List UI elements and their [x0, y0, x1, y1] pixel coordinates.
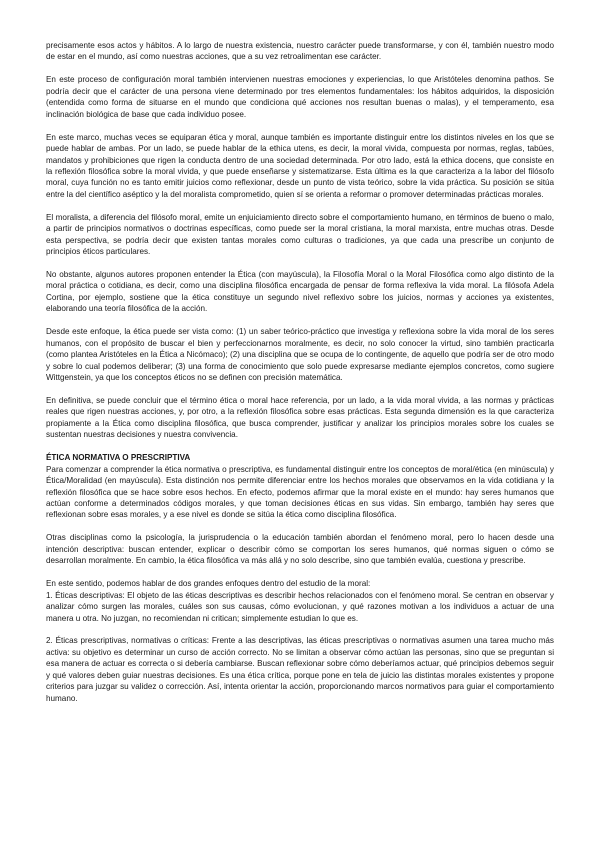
list-item-prescriptivas: 2. Éticas prescriptivas, normativas o críticas: Frente a las descriptivas, las éticas prescriptivas o normativas asumen una tarea mucho más activa: su objetivo es determinar un curso de acción correcto. No se limitan a observar cómo actúan las personas, sino que se preguntan si esa manera de actuar es correcta o si debería cambiarse. Buscan reflexionar sobre cómo deberíamos actuar, qué principios debemos seguir y qué valores deben guiar nuestras decisiones. Es una ética crítica, porque pone en tela de juicio las distintas morales existentes y propone criterios para juzgar su validez o corrección. Así, intenta orientar la acción, proporcionando marcos normativos para guiar el comportamiento humano.: [46, 636, 554, 703]
list-item-descriptivas: 1. Éticas descriptivas: El objeto de las éticas descriptivas es describir hechos relacionados con el fenómeno moral. Se centran en observar y analizar cómo surgen las morales, cuáles son sus causas, cómo evolucionan, y qué razones motivan a los individuos a actuar de una manera u otra. No juzgan, no recomiendan ni critican; simplemente estudian lo que es.: [46, 590, 554, 623]
paragraph-ethica-utens-docens: En este marco, muchas veces se equiparan ética y moral, aunque también es importante distinguir entre los distintos niveles en los que se puede hablar de ambas. Por un lado, se puede hablar de la ethica utens, es decir, la moral vivida, compuesta por normas, reglas, tabúes, mandatos y prohibiciones que rigen la conducta dentro de una sociedad determinada. Por otro lado, está la ethica docens, que consiste en la reflexión filosófica sobre la moral vivida, y que puede enseñarse y sistematizarse. Esta última es la que caracteriza a la labor del filósofo moral, cuya función no es tanto emitir juicios como reflexionar, desde un punto de vista teórico, sobre la vida práctica. Su posición se sitúa entre la del científico aséptico y la del moralista comprometido, quien sí se orienta a reformar o promover determinadas prácticas morales.: [46, 132, 554, 199]
list-intro: En este sentido, podemos hablar de dos grandes enfoques dentro del estudio de la moral:: [46, 579, 371, 589]
document-page: [46, 40, 554, 716]
paragraph-pathos: En este proceso de configuración moral también intervienen nuestras emociones y experiencias, lo que Aristóteles denomina pathos. Se podría decir que el carácter de una persona viene determinado por tres elementos fundamentales: los hábitos adquiridos, la disposición (entendida como forma de situarse en el mundo que condiciona qué acciones nos resultan buenas o malas), y el temperamento, esa inclinación biológica de base que cada individuo posee.: [46, 75, 554, 119]
section-title: ÉTICA NORMATIVA O PRESCRIPTIVA: [46, 453, 191, 463]
paragraph-adela-cortina: No obstante, algunos autores proponen entender la Ética (con mayúscula), la Filosofía Moral o la Moral Filosófica como algo distinto de la moral práctica o cotidiana, es decir, como una disciplina filosófica encargada de pensar de forma reflexiva la vida moral. La filósofa Adela Cortina, por ejemplo, sostiene que la ética constituye un segundo nivel reflexivo sobre los juicios, normas y acciones ya existentes, elaborando una teoría filosófica de la acción.: [46, 270, 554, 314]
paragraph-conclusion: En definitiva, se puede concluir que el término ética o moral hace referencia, por un lado, a la vida moral vivida, a las normas y prácticas reales que rigen nuestras acciones, y, por otro, a la reflexión filosófica sobre esas prácticas. Esta segunda dimensión es la que caracteriza propiamente a la Ética como disciplina filosófica, que busca comprender, justificar y analizar los principios morales sobre los cuales se sustentan nuestras decisiones y nuestra convivencia.: [46, 395, 554, 440]
paragraph-normativa-intro: Para comenzar a comprender la ética normativa o prescriptiva, es fundamental distinguir entre los conceptos de moral/ética (en minúscula) y Ética/Moralidad (en mayúscula). Esta distinción nos permite diferenciar entre los hechos morales que observamos en la vida cotidiana y la reflexión filosófica que se hace sobre esos hechos. En efecto, podemos afirmar que la moral existe en el mundo: hay seres humanos que actúan conforme a determinados códigos morales, y que toman decisiones éticas en sus vidas. Sin embargo, también hay seres que reflexionan sobre esas morales, y a ese nivel es donde se sitúa la ética como disciplina filosófica.: [46, 464, 554, 520]
paragraph-enfoque-etica: Desde este enfoque, la ética puede ser vista como: (1) un saber teórico-práctico que investiga y reflexiona sobre la vida moral de los seres humanos, con el propósito de buscar el bien y perfeccionarnos moralmente, es decir, no solo conocer la virtud, sino también practicarla (como plantea Aristóteles en la Ética a Nicómaco); (2) una disciplina que se ocupa de lo contingente, de aquello que podría ser de otro modo y sobre lo cual podemos deliberar; (3) una forma de conocimiento que solo puede expresarse mediante ejemplos concretos, como sugiere Wittgenstein, ya que los conceptos éticos no se definen con precisión matemática.: [46, 327, 554, 383]
paragraph-otras-disciplinas: Otras disciplinas como la psicología, la jurisprudencia o la educación también abordan el fenómeno moral, pero lo hacen desde una intención descriptiva: buscan entender, explicar o describir cómo se comportan los seres humanos, qué normas siguen o cómo se desarrollan moralmente. En cambio, la ética filosófica va más allá y no solo describe, sino que también evalúa, cuestiona y prescribe.: [46, 533, 554, 566]
paragraph-moralista: El moralista, a diferencia del filósofo moral, emite un enjuiciamiento directo sobre el comportamiento humano, en términos de bueno o malo, a partir de principios normativos o doctrinas específicas, como puede ser la moral cristiana, la moral marxista, entre muchas otras. Desde esta perspectiva, se podría decir que existen tantas morales como culturas o tradiciones, ya que cada una prescribe un conjunto de principios éticos particulares.: [46, 212, 554, 257]
paragraph-continuation: precisamente esos actos y hábitos. A lo largo de nuestra existencia, nuestro carácter puede transformarse, y con él, también nuestro modo de estar en el mundo, así como nuestras acciones, que a su vez retroalimentan ese carácter.: [46, 41, 554, 62]
